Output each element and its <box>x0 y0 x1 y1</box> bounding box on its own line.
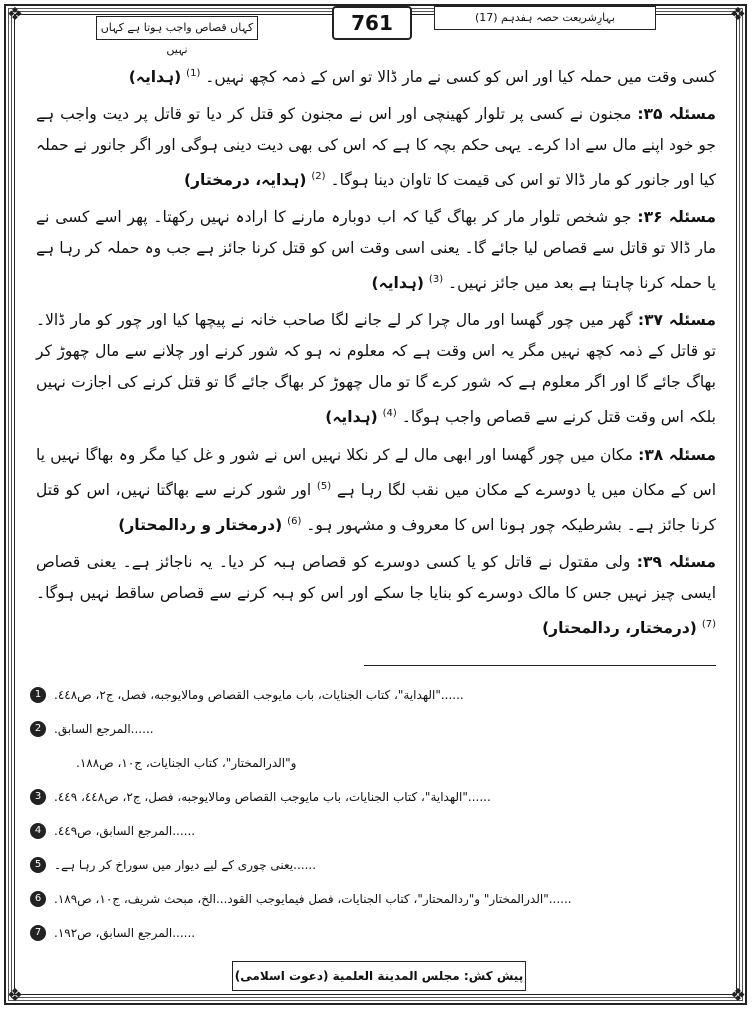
masla-label: مسئلہ ۳۵: <box>637 105 716 124</box>
reference: (ہدایہ، درمختار) <box>184 171 307 190</box>
paragraph-text: کسی وقت میں حملہ کیا اور اس کو کسی نے مار ڈالا تو اس کے ذمہ کچھ نہیں۔ <box>205 68 716 87</box>
paragraph-text: ولی مقتول نے قاتل کو یا کسی دوسرے کو قصاص ہبہ کر دیا۔ یہ ناجائز ہے۔ یعنی قصاص ایسی چیز نہیں جس کا مالک دوسرے کو بنایا جا سکے اور اس کو ہبہ کرنے سے قصاص ساقط نہیں ہوگا۔ <box>36 552 716 602</box>
reference: (درمختار، ردالمحتار) <box>542 619 697 638</box>
page-header <box>96 6 656 56</box>
book-title: بہارِشریعت حصہ ہفدہم (17) <box>434 6 656 30</box>
footnote-number-badge: 2 <box>30 721 46 737</box>
reference: (درمختار و ردالمحتار) <box>118 515 283 534</box>
footnote <box>30 780 720 814</box>
reference: (ہدایہ) <box>128 68 182 87</box>
footnote-marker: (4) <box>382 408 397 420</box>
footnote-text: و"الدرالمختار"، كتاب الجنايات، ج١٠، ص١٨٨. <box>76 756 297 770</box>
paragraph <box>36 547 716 644</box>
footnote-text: ......یعنی چوری کے لیے دیوار میں سوراخ کر رہا ہے۔ <box>54 858 317 872</box>
footnote <box>30 814 720 848</box>
footnote <box>30 848 720 882</box>
paragraph-text: مکان میں چور گھسا اور ابھی مال لے کر نکلا نہیں اس نے شور و غل کیا مگر وہ بھاگا نہیں یا اس کے مکان میں یا دوسرے کے مکان میں نقب لگا رہا ہے <box>36 445 717 499</box>
footnote-number-badge: 1 <box>30 687 46 703</box>
reference: (ہدایہ) <box>371 274 424 293</box>
corner-ornament-icon: ❖ <box>6 4 24 25</box>
footnote-text: ......"الهداية"، كتاب الجنايات، باب مايوجب القصاص ومالايوجبه، فصل، ج٢، ص٤٤٨. <box>54 688 464 702</box>
footnote <box>30 882 720 916</box>
paragraph-text: مجنون نے کسی پر تلوار کھینچی اور اس نے مجنون کو قتل کر دیا تو قاتل پر دیت واجب ہے جو خود اپنے مال سے ادا کرے۔ یہی حکم بچہ کا ہے کہ اس کی بھی دیت دینی ہوگی اور اگر جانور نے حملہ کیا اور جانور کو مار ڈالا تو اس کی قیمت کا تاوان دینا ہوگا۔ <box>36 105 716 190</box>
paragraph <box>36 58 716 93</box>
paragraph-text: اور شور کرنے سے بھاگتا نہیں، اس کو قتل کرنا جائز ہے۔ بشرطیکہ چور ہونا اس کا معروف و مشہور ہو۔ <box>36 480 716 534</box>
footnote-number-badge: 7 <box>30 925 46 941</box>
footnote-text: ......المرجع السابق، ص٤٤٩. <box>54 824 196 838</box>
footnote <box>30 678 720 712</box>
corner-ornament-icon: ❖ <box>729 985 747 1006</box>
footnotes <box>30 678 720 950</box>
main-text <box>36 58 716 650</box>
paragraph-text: جو شخص تلوار مار کر بھاگ گیا کہ اب دوبارہ مارنے کا ارادہ نہیں رکھتا۔ پھر اسے کسی نے مار ڈالا تو قاتل سے قصاص لیا جائے گا۔ یعنی اسی وقت اس کو قتل کرنا جائز ہے جب وہ حملہ کر رہا ہے یا حملہ کرنا چاہتا ہے بعد میں جائز نہیں۔ <box>36 208 716 293</box>
corner-ornament-icon: ❖ <box>729 4 747 25</box>
masla-label: مسئلہ ۳۸: <box>638 445 716 464</box>
footnote <box>30 712 720 746</box>
paragraph <box>36 202 716 299</box>
footnote-continuation <box>30 746 720 780</box>
masla-label: مسئلہ ۳۹: <box>636 552 716 571</box>
footnote-marker: (5) <box>316 480 332 492</box>
paragraph <box>36 440 716 541</box>
footnote-number-badge: 4 <box>30 823 46 839</box>
footnote-text: ......"الهداية"، كتاب الجنايات، باب مايوجب القصاص ومالايوجبه، فصل، ج٢، ص٤٤٨، ٤٤٩. <box>54 790 491 804</box>
footnote-marker: (7) <box>701 618 716 630</box>
footnote-number-badge: 3 <box>30 789 46 805</box>
paragraph-text: گھر میں چور گھسا اور مال چرا کر لے جانے لگا صاحب خانہ نے پیچھا کیا اور چور کو مار ڈالا۔ تو قاتل کے ذمہ کچھ نہیں مگر یہ اس وقت ہے کہ معلوم نہ ہو کہ شور کرنے اور چلانے سے مال چھوڑ کر بھاگ جائے گا اور اگر معلوم ہے کہ شور کرے گا تو مال چھوڑ کر بھاگ جائے گا تو قتل کرنے کی اجازت نہیں بلکہ اس وقت قتل کرنے سے قصاص واجب ہوگا۔ <box>36 311 716 427</box>
footnote-marker: (2) <box>311 171 326 183</box>
footnote-number-badge: 6 <box>30 891 46 907</box>
footnote-text: ......"الدرالمختار" و"ردالمحتار"، كتاب الجنايات، فصل فيمايوجب القود...الخ، مبحث شريف، ج١٠، ص١٨٩. <box>54 892 572 906</box>
footnote-text: ......المرجع السابق، ص١٩٢. <box>54 926 196 940</box>
footnote-marker: (3) <box>428 274 444 286</box>
paragraph <box>36 99 716 196</box>
paragraph <box>36 305 716 433</box>
masla-label: مسئلہ ۳۷: <box>637 311 716 330</box>
footnote-text: ......المرجع السابق. <box>54 722 154 736</box>
publisher-footer: پیش کش: مجلس المدينة العلمية (دعوت اسلامی) <box>232 961 526 991</box>
masla-label: مسئلہ ۳۶: <box>637 208 716 227</box>
footnote-number-badge: 5 <box>30 857 46 873</box>
corner-ornament-icon: ❖ <box>6 985 24 1006</box>
footnote <box>30 916 720 950</box>
page-number: 761 <box>332 6 412 40</box>
reference: (ہدایہ) <box>325 408 378 427</box>
chapter-title: کہاں قصاص واجب ہوتا ہے کہاں نہیں <box>96 16 258 40</box>
footnote-divider <box>364 665 716 666</box>
footnote-marker: (1) <box>186 68 201 79</box>
footnote-marker: (6) <box>287 515 302 527</box>
